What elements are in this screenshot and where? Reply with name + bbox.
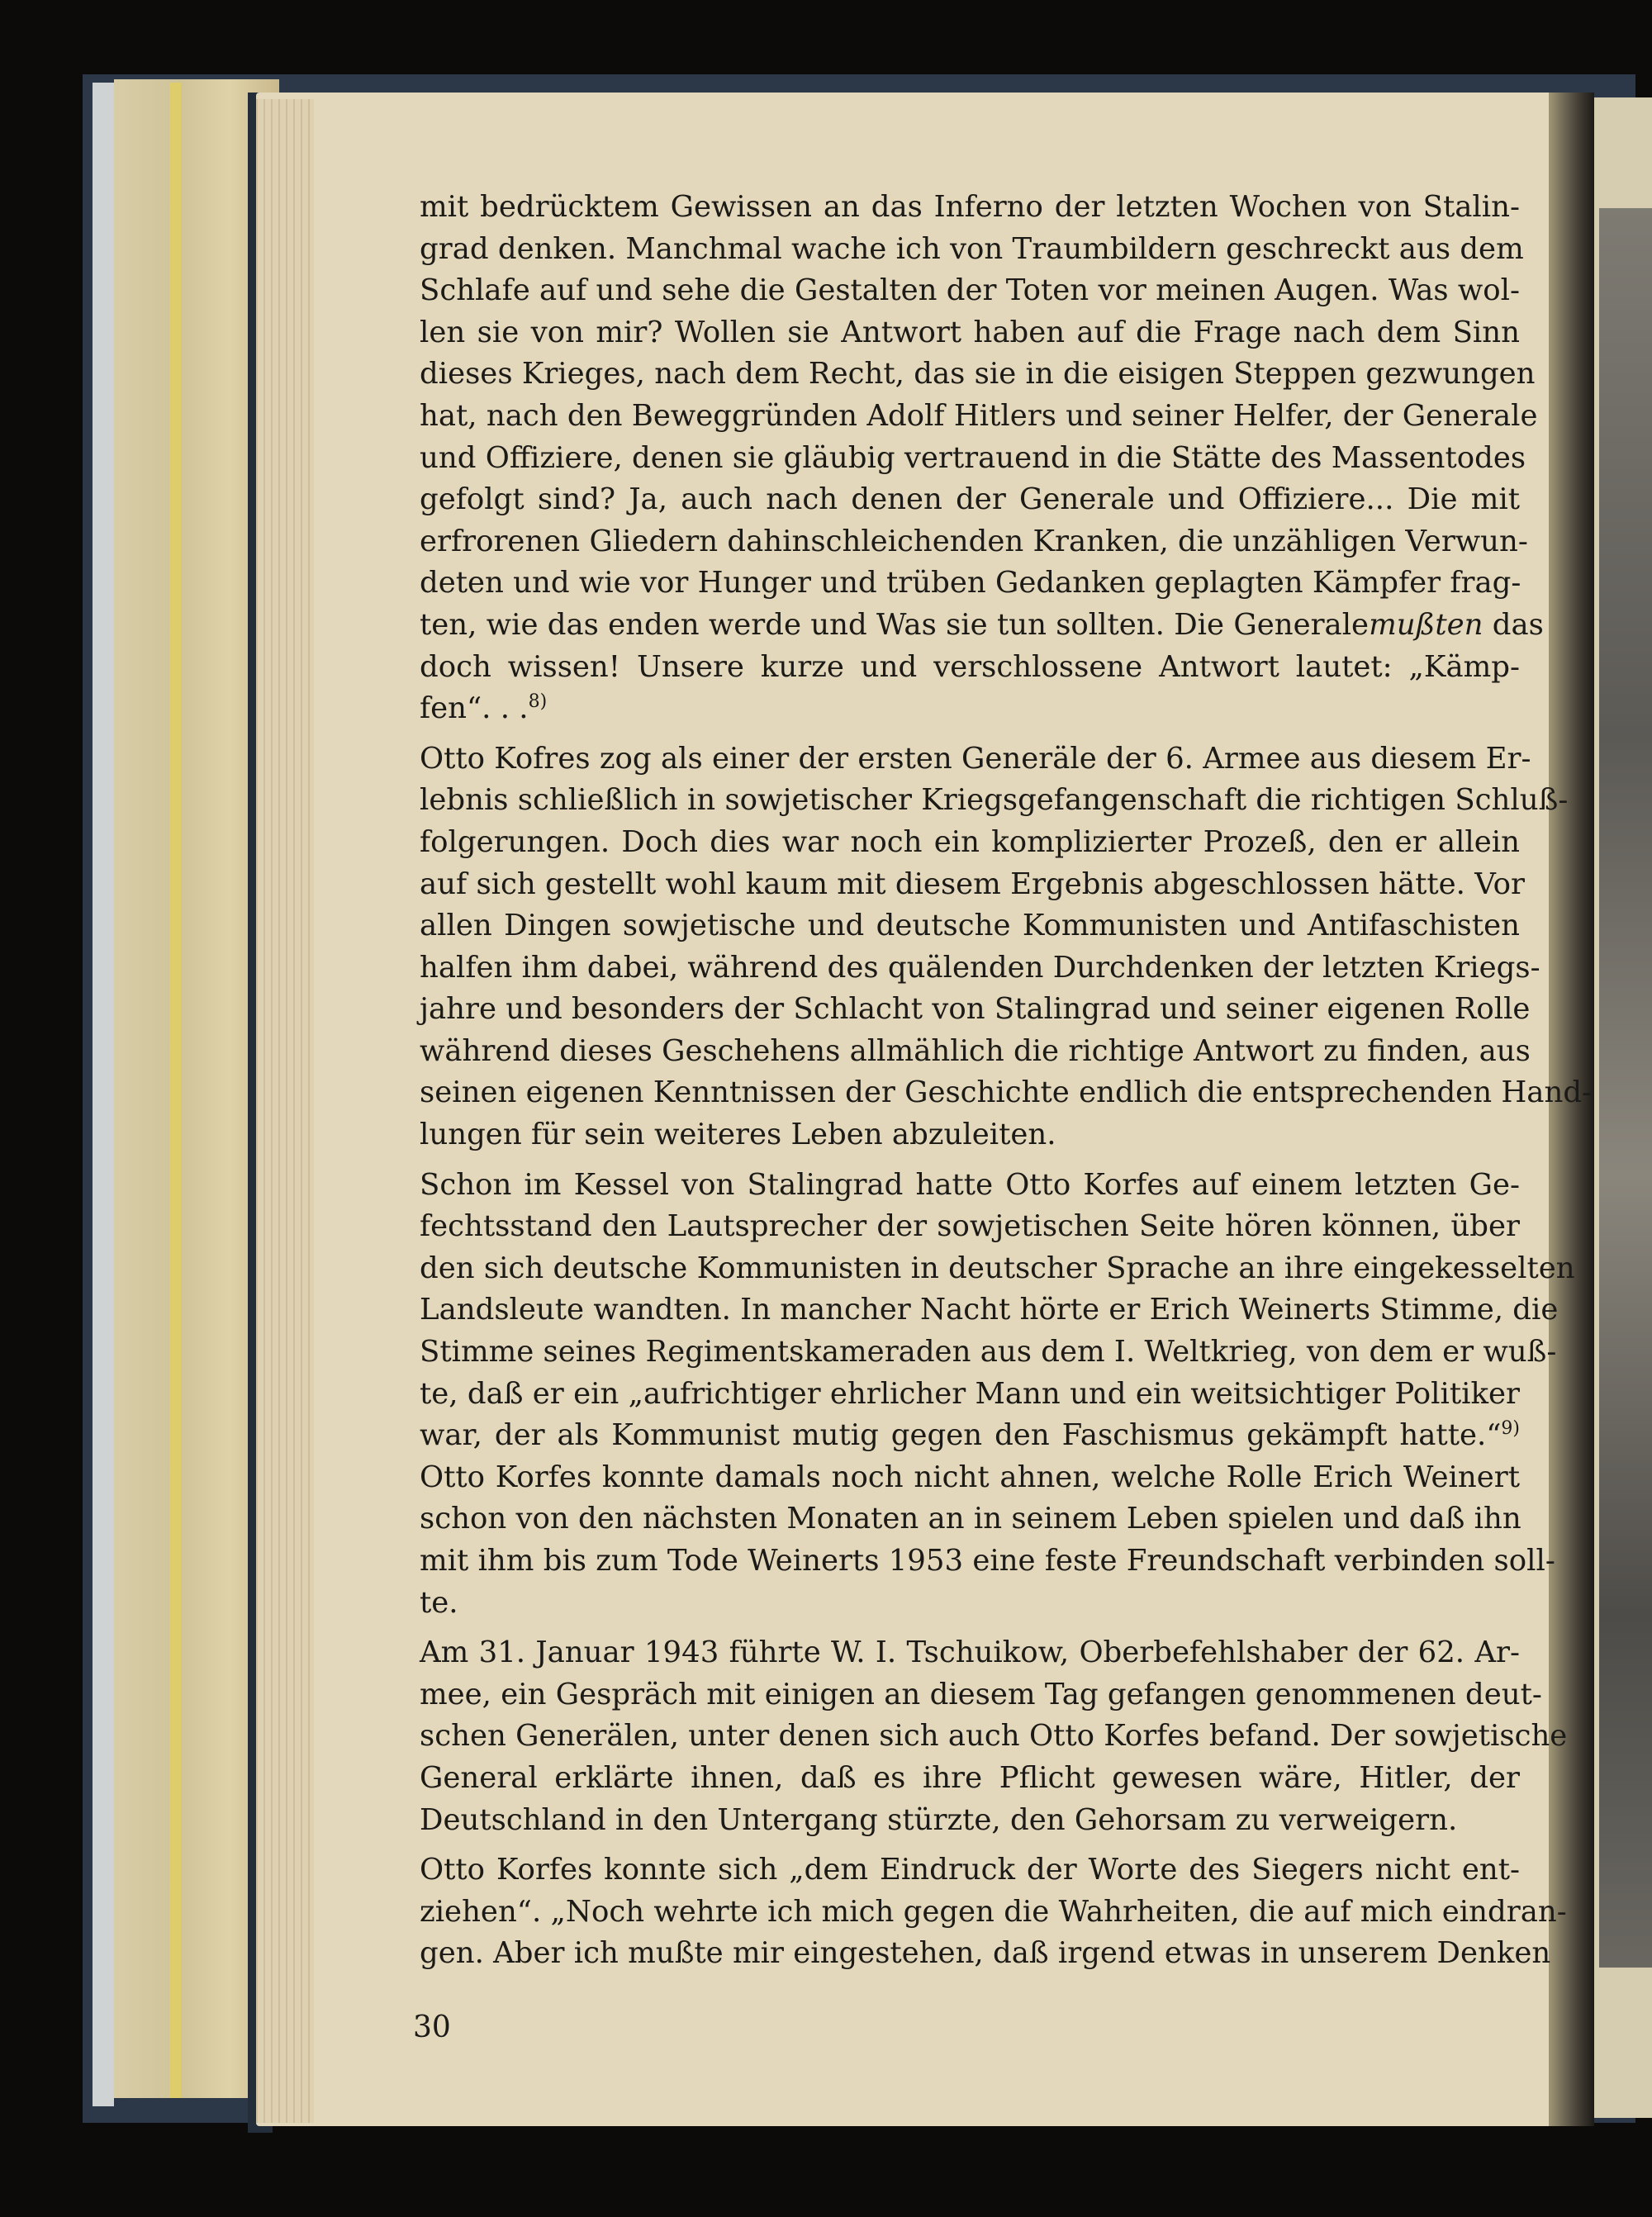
line-text: te, daß er ein „aufrichtiger ehrlicher Mann und ein weitsichtiger Politiker xyxy=(420,1376,1520,1411)
text-line xyxy=(420,989,1531,1031)
line-text: lebnis schließlich in sowjetischer Kriegsgefangenschaft die richtigen Schluß- xyxy=(420,783,1569,818)
text-line xyxy=(420,1457,1520,1499)
line-text: Otto Korfes konnte damals noch nicht ahnen, welche Rolle Erich Weinert xyxy=(420,1460,1520,1494)
text-line xyxy=(420,647,1520,689)
text-line xyxy=(420,1248,1575,1290)
paragraph xyxy=(420,1849,1567,1975)
line-text: auf sich gestellt wohl kaum mit diesem Ergebnis abgeschlossen hätte. Vor xyxy=(420,866,1525,901)
text-line xyxy=(420,1716,1568,1758)
line-text: war, der als Kommunist mutig gegen den Faschismus gekämpft hatte.“ xyxy=(420,1418,1502,1453)
text-line xyxy=(420,438,1526,480)
text-line xyxy=(420,1332,1557,1374)
text-line xyxy=(420,1031,1531,1073)
line-text-after: das xyxy=(1483,607,1544,642)
text-line xyxy=(420,1374,1520,1416)
line-text: grad denken. Manchmal wache ich von Traumbildern geschreckt aus dem xyxy=(420,231,1524,266)
line-text: den sich deutsche Kommunisten in deutscher Sprache an ihre eingekesselten xyxy=(420,1251,1575,1285)
text-line xyxy=(420,187,1520,229)
text-line xyxy=(420,563,1520,605)
text-line xyxy=(420,780,1569,822)
paragraph xyxy=(420,1165,1575,1625)
line-text: Otto Korfes konnte sich „dem Eindruck der Worte des Siegers nicht ent- xyxy=(420,1853,1520,1887)
line-text: allen Dingen sowjetische und deutsche Kommunisten und Antifaschisten xyxy=(420,909,1520,943)
text-line xyxy=(420,1758,1520,1800)
line-text: mee, ein Gespräch mit einigen an diesem Tag gefangen genommenen deut- xyxy=(420,1677,1542,1711)
text-line xyxy=(420,1114,1520,1156)
text-line xyxy=(420,312,1520,354)
line-text: hat, nach den Beweggründen Adolf Hitlers und seiner Helfer, der Generale xyxy=(420,398,1538,433)
line-text: fechtsstand den Lautsprecher der sowjetischen Seite hören können, über xyxy=(420,1209,1520,1244)
line-text: len sie von mir? Wollen sie Antwort haben auf die Frage nach dem Sinn xyxy=(420,315,1520,349)
line-text: Otto Kofres zog als einer der ersten Generäle der 6. Armee aus diesem Er- xyxy=(420,741,1531,776)
line-text: Stimme seines Regimentskameraden aus dem I. Weltkrieg, von dem er wuß- xyxy=(420,1335,1557,1370)
line-text: während dieses Geschehens allmählich die richtige Antwort zu finden, aus xyxy=(420,1033,1531,1068)
line-text: doch wissen! Unsere kurze und verschlossene Antwort lautet: „Kämp- xyxy=(420,649,1520,684)
footnote-ref: 9) xyxy=(1501,1418,1520,1440)
line-text: schen Generälen, unter denen sich auch Otto Korfes befand. Der sowjetische xyxy=(420,1719,1568,1754)
line-text: deten und wie vor Hunger und trüben Gedanken geplagten Kämpfer frag- xyxy=(420,566,1521,601)
line-text: gefolgt sind? Ja, auch nach denen der Generale und Offiziere... Die mit xyxy=(420,482,1520,517)
text-line xyxy=(420,822,1520,864)
line-text: ziehen“. „Noch wehrte ich mich gegen die Wahrheiten, die auf mich eindran- xyxy=(420,1894,1567,1929)
line-text: mit ihm bis zum Tode Weinerts 1953 eine feste Freundschaft verbinden soll- xyxy=(420,1544,1555,1578)
cover-edge xyxy=(93,83,114,2106)
text-line xyxy=(420,1206,1520,1248)
line-text: te. xyxy=(420,1585,458,1620)
text-line xyxy=(420,1415,1520,1457)
line-text: Landsleute wandten. In mancher Nacht hörte er Erich Weinerts Stimme, die xyxy=(420,1293,1559,1327)
paragraph xyxy=(420,738,1593,1156)
line-text: folgerungen. Doch dies war noch ein komplizierter Prozeß, den er allein xyxy=(420,824,1520,859)
text-line xyxy=(420,1498,1520,1541)
text-line xyxy=(420,1632,1520,1674)
text-line xyxy=(420,1800,1520,1842)
line-text: fen“. . . xyxy=(420,691,529,726)
line-text: schon von den nächsten Monaten an in seinem Leben spielen und daß ihn xyxy=(420,1502,1521,1536)
footnote-ref: 8) xyxy=(528,691,548,713)
text-line xyxy=(420,738,1531,781)
text-line xyxy=(420,479,1520,521)
line-text: jahre und besonders der Schlacht von Stalingrad und seiner eigenen Rolle xyxy=(420,992,1531,1027)
text-line xyxy=(420,1165,1520,1207)
text-line xyxy=(420,905,1520,947)
text-line xyxy=(420,1849,1520,1892)
line-text: dieses Krieges, nach dem Recht, das sie in die eisigen Steppen gezwungen xyxy=(420,357,1536,392)
line-text: erfrorenen Gliedern dahinschleichenden Kranken, die unzähligen Verwun- xyxy=(420,524,1528,558)
text-line xyxy=(420,1933,1551,1975)
line-text: ten, wie das enden werde und Was sie tun sollten. Die Generale xyxy=(420,607,1370,642)
page-stack-edge xyxy=(169,83,181,2098)
line-text: gen. Aber ich mußte mir eingestehen, daß irgend etwas in unserem Denken xyxy=(420,1936,1551,1971)
text-line xyxy=(420,396,1538,438)
text-line xyxy=(420,864,1525,906)
line-text: lungen für sein weiteres Leben abzuleiten. xyxy=(420,1118,1056,1152)
line-text: mit bedrücktem Gewissen an das Inferno der letzten Wochen von Stalin- xyxy=(420,190,1520,224)
text-line xyxy=(420,947,1540,990)
line-text: Schlafe auf und sehe die Gestalten der Toten vor meinen Augen. Was wol- xyxy=(420,273,1521,308)
emphasis: mußten xyxy=(1369,607,1483,642)
line-text: General erklärte ihnen, daß es ihre Pflicht gewesen wäre, Hitler, der xyxy=(420,1760,1520,1795)
facing-page-photo xyxy=(1599,208,1652,1968)
text-line xyxy=(420,1583,1520,1625)
page-text xyxy=(420,187,1593,1983)
text-line xyxy=(420,229,1524,271)
line-text: halfen ihm dabei, während des quälenden Durchdenken der letzten Kriegs- xyxy=(420,950,1540,985)
paragraph xyxy=(420,187,1544,730)
line-text: Schon im Kessel von Stalingrad hatte Otto Korfes auf einem letzten Ge- xyxy=(420,1167,1520,1202)
line-text: Am 31. Januar 1943 führte W. I. Tschuikow, Oberbefehlshaber der 62. Ar- xyxy=(420,1635,1520,1670)
text-line xyxy=(420,1072,1593,1114)
paragraph xyxy=(420,1632,1568,1841)
text-line xyxy=(420,1892,1567,1934)
text-line xyxy=(420,1289,1559,1332)
line-text: und Offiziere, denen sie gläubig vertrauend in die Stätte des Massentodes xyxy=(420,440,1526,475)
text-line xyxy=(420,1674,1542,1716)
line-text: seinen eigenen Kenntnissen der Geschichte endlich die entsprechenden Hand- xyxy=(420,1075,1593,1110)
page-number: 30 xyxy=(413,2010,451,2044)
text-line xyxy=(420,521,1528,563)
text-line xyxy=(420,270,1520,312)
text-line xyxy=(420,605,1544,647)
text-line xyxy=(420,1541,1555,1583)
page-edges xyxy=(256,99,314,2123)
line-text: Deutschland in den Untergang stürzte, den Gehorsam zu verweigern. xyxy=(420,1802,1458,1837)
text-line xyxy=(420,354,1536,396)
text-line xyxy=(420,688,1520,730)
